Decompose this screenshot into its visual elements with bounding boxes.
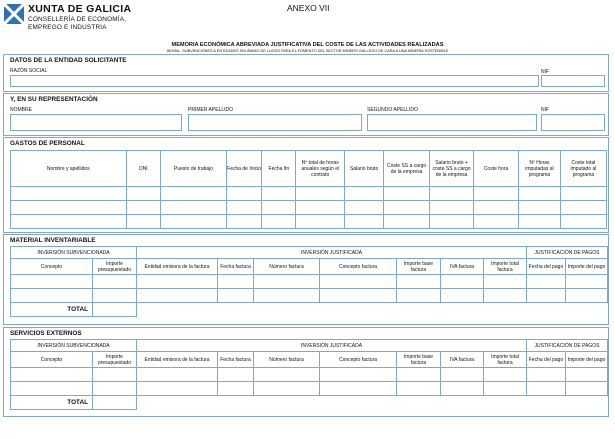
primer-apellido-input[interactable] (188, 114, 362, 131)
col-puesto-trabajo: Puesto de trabajo (161, 151, 226, 187)
col-horas-anuales: Nº total de horas anuales según el contrato (296, 151, 345, 187)
col-importe-total-factura: Importe total factura (484, 352, 527, 368)
col-fecha-factura: Fecha factura (218, 259, 254, 275)
col-numero-factura: Número factura (254, 352, 320, 368)
table-row (11, 275, 608, 289)
memoria-title: MEMORIA ECONÓMICA ABREVIADA JUSTIFICATIVA DEL COSTE DE LAS ACTIVIDADES REALIZADAS (171, 42, 444, 48)
personal-header-row (11, 151, 607, 187)
col-concepto-factura: Concepto factura (320, 259, 397, 275)
material-group-row (11, 247, 608, 259)
total-importe-presupuestado[interactable] (93, 396, 137, 410)
group-justificacion-pagos: JUSTIFICACIÓN DE PAGOS (527, 247, 608, 259)
nombre-input[interactable] (10, 114, 182, 131)
col-horas-imputadas: Nº Horas imputadas al programa (519, 151, 561, 187)
col-numero-factura: Número factura (254, 259, 320, 275)
col-importe-base: Importe base factura (397, 352, 441, 368)
nombre-label: NOMBRE (10, 107, 32, 113)
personal-table (10, 150, 607, 229)
col-entidad-emisora: Entidad emisora de la factura (137, 352, 218, 368)
representative-section-title: Y, EN SU REPRESENTACIÓN (10, 96, 98, 103)
total-importe-presupuestado[interactable] (93, 303, 137, 317)
col-concepto: Concepto (11, 259, 93, 275)
servicios-table (10, 339, 608, 410)
total-row (11, 396, 608, 410)
col-salario-mas-ss: Salario bruto + coste SS a cargo de la empresa (430, 151, 474, 187)
col-importe-presupuestado: Importe presupuestado (93, 352, 137, 368)
col-fecha-factura: Fecha factura (218, 352, 254, 368)
memoria-subtitle: IN095A - SUBVENCIONES A ENTIDADES SIN ÁNIMO DE LUCRO PARA EL FOMENTO DEL SECTOR MINERO GALLEGO DE CARA A UNA MINERÍA SOSTENIBLE (166, 49, 449, 53)
table-row (11, 289, 608, 303)
material-table (10, 246, 608, 317)
col-coste-total: Coste total imputado al programa (560, 151, 606, 187)
col-fecha-fin: Fecha fin (262, 151, 296, 187)
group-inversion-justificada: INVERSIÓN JUSTIFICADA (137, 247, 527, 259)
material-header-row (11, 259, 608, 275)
col-coste-hora: Coste hora (474, 151, 519, 187)
col-fecha-inicio: Fecha de Inicio (226, 151, 262, 187)
table-row (11, 382, 608, 396)
group-justificacion-pagos: JUSTIFICACIÓN DE PAGOS (527, 340, 608, 352)
representative-nif-input[interactable] (541, 114, 605, 131)
entity-section-title: DATOS DE LA ENTIDAD SOLICITANTE (10, 57, 127, 64)
col-fecha-pago: Fecha del pago (527, 259, 566, 275)
servicios-section (3, 327, 609, 417)
razon-social-label: RAZÓN SOCIAL (10, 68, 48, 74)
representative-nif-label: NIF (541, 107, 550, 113)
group-inversion-subvencionada: INVERSIÓN SUBVENCIONADA (11, 247, 137, 259)
material-section (3, 234, 609, 325)
col-importe-pago: Importe del pago (566, 259, 608, 275)
col-entidad-emisora: Entidad emisora de la factura (137, 259, 218, 275)
department-line1: CONSELLERÍA DE ECONOMÍA, (28, 16, 127, 23)
col-importe-presupuestado: Importe presupuestado (93, 259, 137, 275)
annex-label: ANEXO VII (287, 3, 330, 13)
entity-section (3, 54, 609, 92)
personal-section-title: GASTOS DE PERSONAL (10, 140, 85, 147)
col-dni: DNI (126, 151, 161, 187)
material-section-title: MATERIAL INVENTARIABLE (10, 237, 96, 244)
total-label: TOTAL (11, 303, 93, 317)
col-concepto: Concepto (11, 352, 93, 368)
servicios-section-title: SERVICIOS EXTERNOS (10, 330, 82, 337)
table-row (11, 201, 607, 215)
servicios-header-row (11, 352, 608, 368)
razon-social-input[interactable] (10, 75, 539, 87)
xunta-emblem-icon (4, 4, 24, 24)
group-inversion-subvencionada: INVERSIÓN SUBVENCIONADA (11, 340, 137, 352)
col-fecha-pago: Fecha del pago (527, 352, 566, 368)
brand-name: XUNTA DE GALICIA (28, 3, 132, 15)
col-iva-factura: IVA factura (441, 352, 484, 368)
group-inversion-justificada: INVERSIÓN JUSTIFICADA (137, 340, 527, 352)
total-label: TOTAL (11, 396, 93, 410)
col-importe-pago: Importe del pago (566, 352, 608, 368)
servicios-group-row (11, 340, 608, 352)
col-iva-factura: IVA factura (441, 259, 484, 275)
table-row (11, 187, 607, 201)
representative-section (3, 93, 609, 136)
col-nombre-apellidos: Nombre y apellidos (11, 151, 127, 187)
entity-nif-input[interactable] (541, 75, 605, 87)
department-line2: EMPREGO E INDUSTRIA (28, 24, 107, 31)
col-concepto-factura: Concepto factura (320, 352, 397, 368)
segundo-apellido-input[interactable] (367, 114, 537, 131)
total-row (11, 303, 608, 317)
col-importe-base: Importe base factura (397, 259, 441, 275)
table-row (11, 215, 607, 229)
primer-apellido-label: PRIMER APELLIDO (188, 107, 234, 113)
col-importe-total-factura: Importe total factura (484, 259, 527, 275)
segundo-apellido-label: SEGUNDO APELLIDO (367, 107, 418, 113)
col-salario-bruto: Salario bruto (345, 151, 384, 187)
table-row (11, 368, 608, 382)
entity-nif-label: NIF (541, 69, 550, 75)
col-coste-ss: Coste SS a cargo de la empresa (384, 151, 430, 187)
personal-section (3, 137, 609, 233)
